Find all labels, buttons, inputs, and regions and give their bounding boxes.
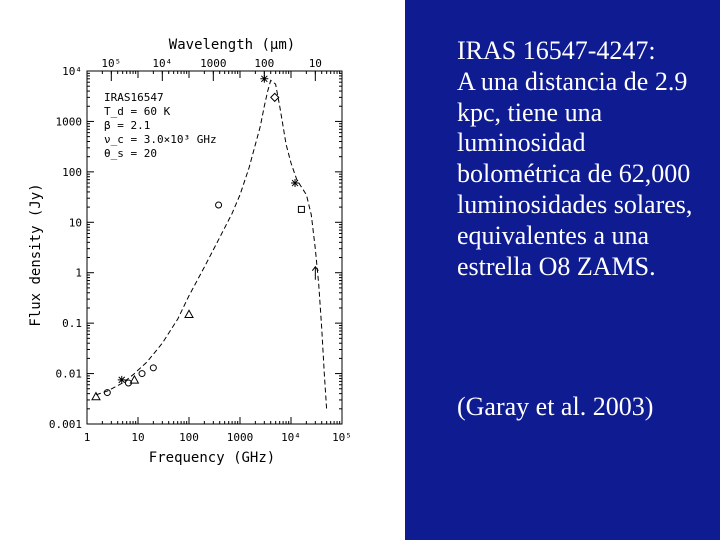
annotation-line: ν_c = 3.0×10³ GHz: [104, 133, 217, 146]
annotation-line: θ_s = 20: [104, 147, 157, 160]
y-axis-title: Flux density (Jy): [28, 183, 44, 327]
y-tick-label: 0.1: [62, 317, 82, 331]
data-point-triangle: [185, 310, 193, 317]
data-point-circle: [104, 390, 110, 396]
x-tick-label: 1000: [226, 431, 254, 444]
data-point-star: [291, 179, 299, 187]
body-text: IRAS 16547-4247: A una distancia de 2.9 kpc, tiene una luminosidad bolométrica de 62,000 luminosidades solares, equivalentes a una estrella O8 ZAMS.: [457, 36, 693, 281]
top-axis-title: Wavelength (μm): [168, 37, 296, 53]
top-tick-label: 10⁴: [152, 57, 173, 70]
y-tick-label: 0.001: [48, 418, 82, 431]
data-point-circle: [216, 202, 222, 208]
y-tick-label: 100: [62, 165, 82, 179]
annotation-line: T_d = 60 K: [104, 105, 171, 118]
text-panel: [405, 0, 720, 540]
x-tick-label: 100: [179, 431, 199, 444]
x-tick-label: 10: [131, 431, 145, 444]
x-tick-label: 10⁴: [281, 431, 301, 444]
data-point-star: [118, 376, 126, 384]
top-tick-label: 1000: [200, 57, 227, 70]
annotation-line: β = 2.1: [104, 119, 151, 132]
y-tick-label: 1000: [55, 115, 82, 129]
top-tick-label: 10: [308, 57, 322, 70]
y-tick-label: 10⁴: [62, 65, 82, 78]
y-tick-label: 10: [68, 216, 82, 230]
x-axis-title: Frequency (GHz): [148, 450, 276, 466]
x-tick-label: 1: [83, 431, 91, 444]
data-point-circle: [139, 371, 145, 377]
parameter-annotation: [104, 91, 217, 160]
data-point-star: [260, 75, 268, 83]
top-tick-label: 100: [254, 57, 275, 70]
axis-ticks: [49, 57, 352, 444]
top-tick-label: 10⁵: [101, 57, 122, 70]
data-point-square: [298, 206, 304, 212]
data-point-circle: [150, 365, 156, 371]
x-tick-label: 10⁵: [332, 431, 352, 444]
y-tick-label: 0.01: [55, 367, 82, 381]
annotation-line: IRAS16547: [104, 91, 164, 104]
citation-text: (Garay et al. 2003): [457, 392, 654, 421]
y-tick-label: 1: [75, 266, 82, 280]
